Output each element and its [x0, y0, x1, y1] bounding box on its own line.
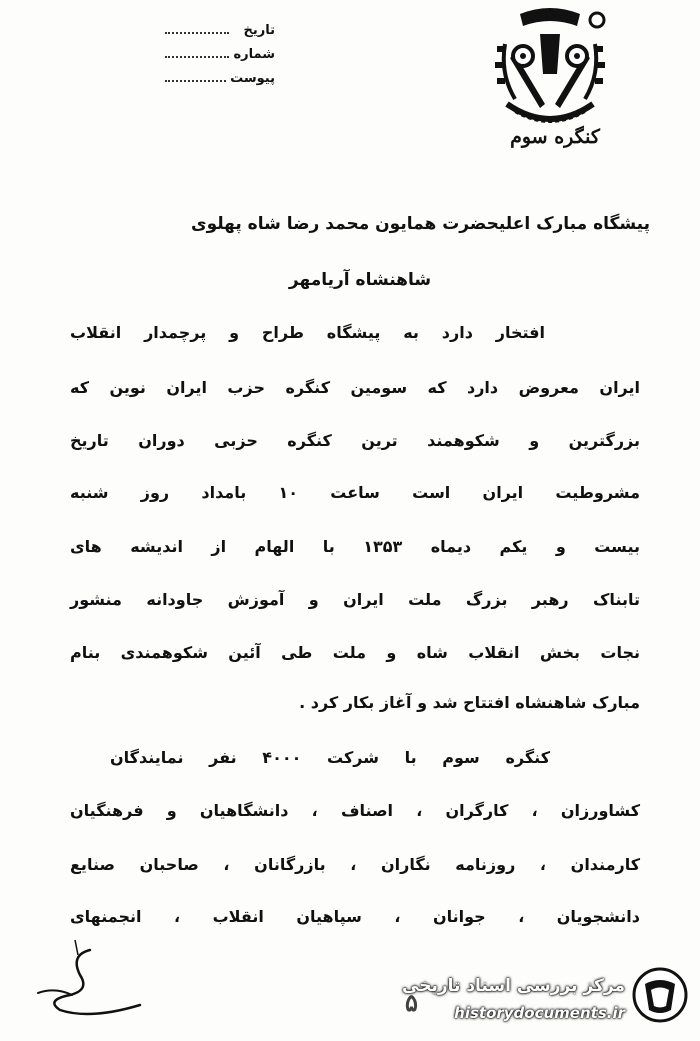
para2-line-1: کنگره سوم با شرکت ۴۰۰۰ نفر نمایندگان [110, 748, 550, 767]
para1-line-6: تابناک رهبر بزرگ ملت ایران و آموزش جاودانه منشور [70, 590, 640, 609]
para1-line-5: بیست و یکم دیماه ۱۳۵۳ با الهام از اندیشه های [70, 537, 640, 556]
attachment-line [165, 80, 226, 82]
attachment-label: پیوست [230, 71, 275, 86]
para1-line-8: مبارک شاهنشاه افتتاح شد و آغاز بکار کرد . [299, 693, 640, 712]
number-field [165, 38, 275, 62]
watermark-url: historydocuments.ir [454, 1004, 625, 1022]
para1-line-2: ایران معروض دارد که سومین کنگره حزب ایران نوین که [70, 378, 640, 397]
address-line-1: پیشگاه مبارک اعلیحضرت همایون محمد رضا شاه پهلوی [190, 214, 650, 234]
page-number: ۵ [405, 988, 418, 1017]
para2-line-2: کشاورزان ، کارگران ، اصناف ، دانشگاهیان و فرهنگیان [70, 801, 640, 820]
watermark-title: مرکز بررسی اسناد تاریخی [402, 976, 625, 996]
para1-line-1: افتخار دارد به پیشگاه طراح و پرچمدار انقلاب [70, 323, 545, 342]
para1-line-3: بزرگترین و شکوهمند ترین کنگره حزبی دوران تاریخ [70, 431, 640, 450]
number-line [165, 56, 229, 58]
number-label: شماره [233, 47, 275, 62]
attachment-field [165, 62, 275, 86]
para2-line-3: کارمندان ، روزنامه نگاران ، بازرگانان ، صاحبان صنایع [70, 855, 640, 874]
para2-line-4: دانشجویان ، جوانان ، سپاهیان انقلاب ، انجمنهای [70, 907, 640, 926]
address-line-2: شاهنشاه آریامهر [288, 270, 432, 290]
emblem-caption: کنگره سوم [510, 126, 600, 148]
para1-line-4: مشروطیت ایران است ساعت ۱۰ بامداد روز شنبه [70, 483, 640, 502]
date-label: تاریخ [243, 23, 275, 38]
archive-logo-icon [631, 966, 689, 1024]
header-fields [165, 14, 275, 86]
party-emblem-logo [485, 4, 615, 139]
signature-mark [30, 935, 150, 1025]
archive-watermark [400, 958, 695, 1038]
date-line [165, 32, 229, 34]
date-field [165, 14, 275, 38]
para1-line-7: نجات بخش انقلاب شاه و ملت طی آئین شکوهمندی بنام [70, 643, 640, 662]
